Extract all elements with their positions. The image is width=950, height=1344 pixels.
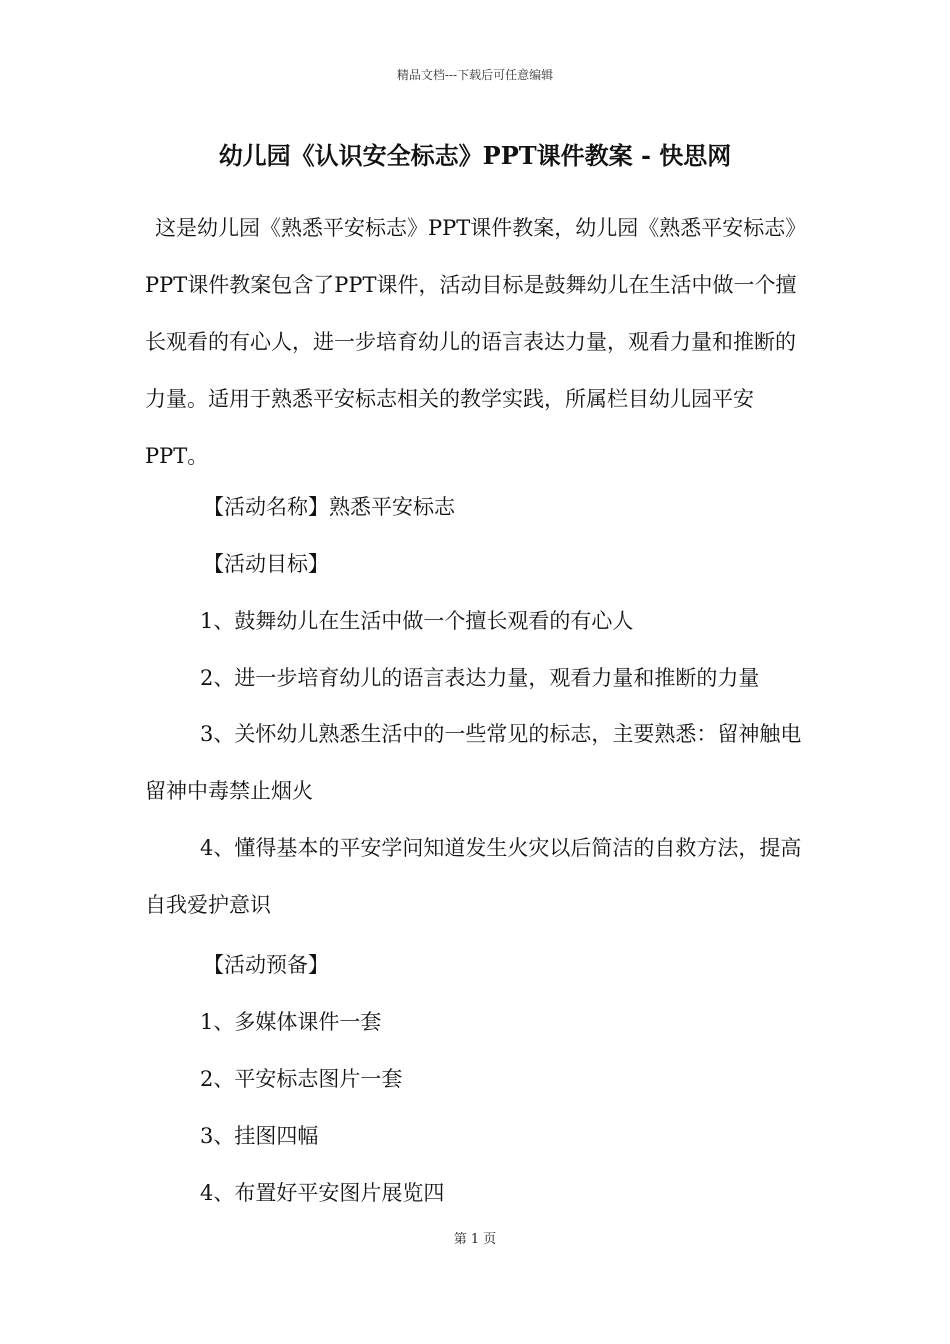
- prep-item-2: 2、平安标志图片一套: [200, 1067, 403, 1091]
- prep-heading: 【活动预备】: [203, 953, 329, 977]
- prep-item-3: 3、挂图四幅: [200, 1124, 319, 1148]
- intro-paragraph: 这是幼儿园《熟悉平安标志》PPT课件教案，幼儿园《熟悉平安标志》PPT课件教案包含了PPT课件，活动目标是鼓舞幼儿在生活中做一个擅长观看的有心人，进一步培育幼儿的语言表达力量，观看力量和推断的力量。适用于熟悉平安标志相关的教学实践，所属栏目幼儿园平安PPT。: [145, 216, 807, 468]
- goals-heading: 【活动目标】: [203, 552, 329, 576]
- goal-item-3: 3、关怀幼儿熟悉生活中的一些常见的标志，主要熟悉：留神触电留神中毒禁止烟火: [145, 722, 802, 803]
- activity-name: 【活动名称】熟悉平安标志: [203, 495, 455, 519]
- goal-item-4: 4、懂得基本的平安学问知道发生火灾以后简洁的自救方法，提高自我爱护意识: [145, 836, 802, 917]
- page-header-note: 精品文档---下载后可任意编辑: [396, 68, 554, 82]
- page-number: 第 1 页: [453, 1232, 497, 1247]
- goal-item-1: 1、鼓舞幼儿在生活中做一个擅长观看的有心人: [200, 609, 634, 633]
- goal-item-2: 2、进一步培育幼儿的语言表达力量，观看力量和推断的力量: [200, 666, 760, 690]
- prep-item-1: 1、多媒体课件一套: [200, 1010, 382, 1034]
- prep-item-4: 4、布置好平安图片展览四: [200, 1181, 445, 1205]
- document-title: 幼儿园《认识安全标志》PPT课件教案 - 快思网: [218, 141, 732, 170]
